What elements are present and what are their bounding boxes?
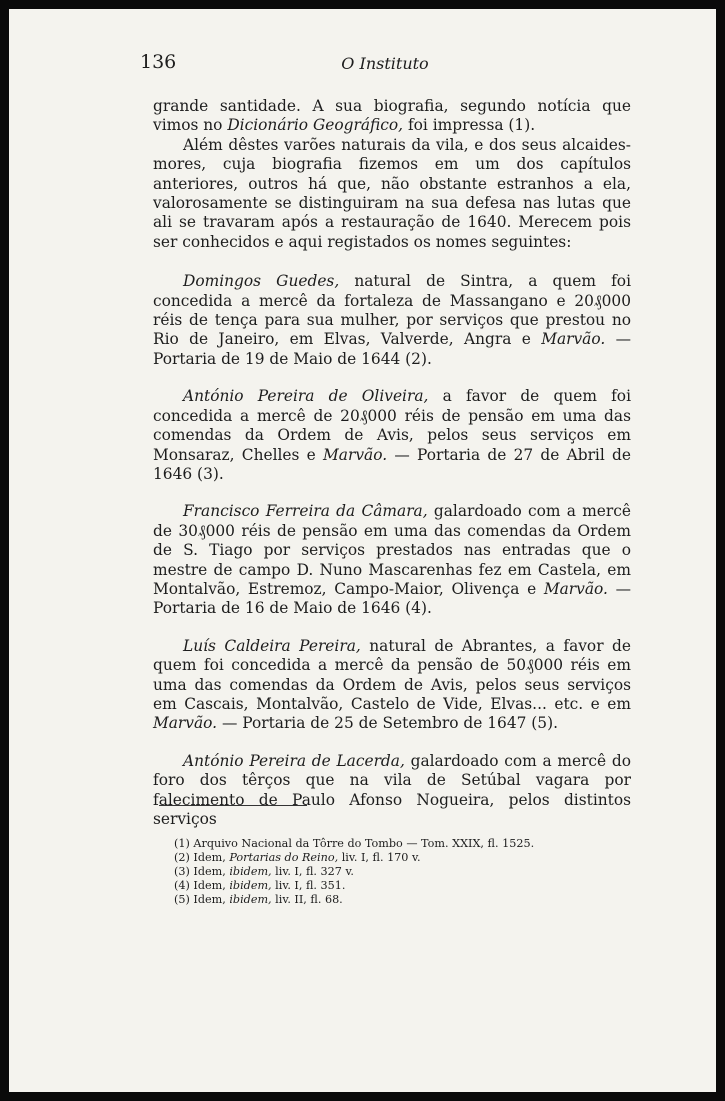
footnote [174,879,644,893]
footnote-mark: (1) [174,837,190,850]
footnote-mark: (3) [174,865,190,878]
footnote-mark: (5) [174,893,190,906]
entry-end: — Portaria de 19 de Maio de 1644 (2). [153,330,631,368]
footnote [174,837,644,851]
footnote [174,865,644,879]
footnote-text: Idem, [189,893,230,906]
entry-text: galardoado com a mercê do foro dos têrços que na vila de Setúbal vagara por falecimento de Paulo Afonso Nogueira, pelos distintos serviços [153,751,632,828]
entry-end: — Portaria de 25 de Setembro de 1647 (5). [217,714,558,733]
page-header [140,51,630,79]
entry-name: Domingos Guedes, [183,272,340,291]
paragraph: Além dêstes varões naturais da vila, e dos seus alcaides-mores, cuja biografia fizemos em um dos capítulos anteriores, outros há que, não obstante estranhos a ela, valorosamente se distinguiram na sua defesa nas lutas que ali se travaram após a restauração de 1640. Merecem pois ser conhecidos e aqui registados os nomes seguintes: [153,135,631,251]
footnote-mark: (4) [174,879,190,892]
entry-place: Marvão. [153,714,218,733]
entry-place: Marvão. [323,445,388,464]
footnote-italic: Portarias do Reino, [229,851,339,864]
entry-end: — Portaria de 27 de Abril de 1646 (3). [153,445,631,483]
footnote-italic: ibidem, [229,879,272,892]
entry-name: António Pereira de Lacerda, [183,751,405,770]
book-page [9,9,716,1092]
footnote-text-end: liv. I, fl. 327 v. [271,865,354,878]
main-text [153,97,631,829]
footnote-text-end: liv. I, fl. 351. [271,879,346,892]
paragraph [153,97,631,136]
footnote [174,893,644,907]
footnote-text-end: liv. I, fl. 170 v. [338,851,421,864]
footnote-text-end: liv. II, fl. 68. [271,893,343,906]
entry-paragraph [153,272,631,369]
entry-text: galardoado com a mercê de 30₰000 réis de pensão em uma das comendas da Ordem de S. Tiago por serviços prestados nas entradas que o mestre de campo D. Nuno Mascarenhas fez em Castela, em Montalvão, Estremoz, Campo-Maior, Olivença e [153,502,631,598]
entry-paragraph [153,387,631,484]
page-number: 136 [140,51,177,73]
paragraph-text-end: foi impressa (1). [403,116,536,135]
footnotes [174,837,644,907]
footnote-divider [159,805,307,806]
footnote-mark: (2) [174,851,190,864]
footnote-italic: ibidem, [229,865,272,878]
footnote-text: Idem, [189,879,230,892]
running-title: O Instituto [341,54,429,73]
entry-place: Marvão. [543,579,608,598]
entry-end: — Portaria de 16 de Maio de 1646 (4). [153,579,631,618]
entry-paragraph [153,752,631,830]
entry-paragraph [153,637,631,734]
footnote-text: Idem, [189,865,230,878]
paragraph-italic: Dicionário Geográfico, [227,116,404,135]
footnote-text: Idem, [189,851,230,864]
entry-place: Marvão. [541,330,606,349]
entry-name: António Pereira de Oliveira, [183,387,429,406]
entry-text: natural de Abrantes, a favor de quem foi concedida a mercê da pensão de 50₰000 réis em uma das comendas da Ordem de Avis, pelos seus serviços em Cascais, Montalvão, Castelo de Vide, Elvas... etc. e em [153,636,631,713]
entry-paragraph [153,502,631,618]
entry-text: a favor de quem foi concedida a mercê de 20₰000 réis de pensão em uma das comendas da Ordem de Avis, pelos seus serviços em Monsaraz, Chelles e [153,387,631,464]
paragraph-text: grande santidade. A sua biografia, segundo notícia que vimos no [153,97,631,135]
entry-name: Luís Caldeira Pereira, [183,636,361,655]
footnote-text: Arquivo Nacional da Tôrre do Tombo — Tom. XXIX, fl. 1525. [189,837,535,850]
footnote [174,851,644,865]
footnote-italic: ibidem, [229,893,272,906]
entry-name: Francisco Ferreira da Câmara, [183,502,428,521]
entry-text: natural de Sintra, a quem foi concedida a mercê da fortaleza de Massangano e 20₰000 réis de tença para sua mulher, por serviços que prestou no Rio de Janeiro, em Elvas, Valverde, Angra e [153,272,631,349]
